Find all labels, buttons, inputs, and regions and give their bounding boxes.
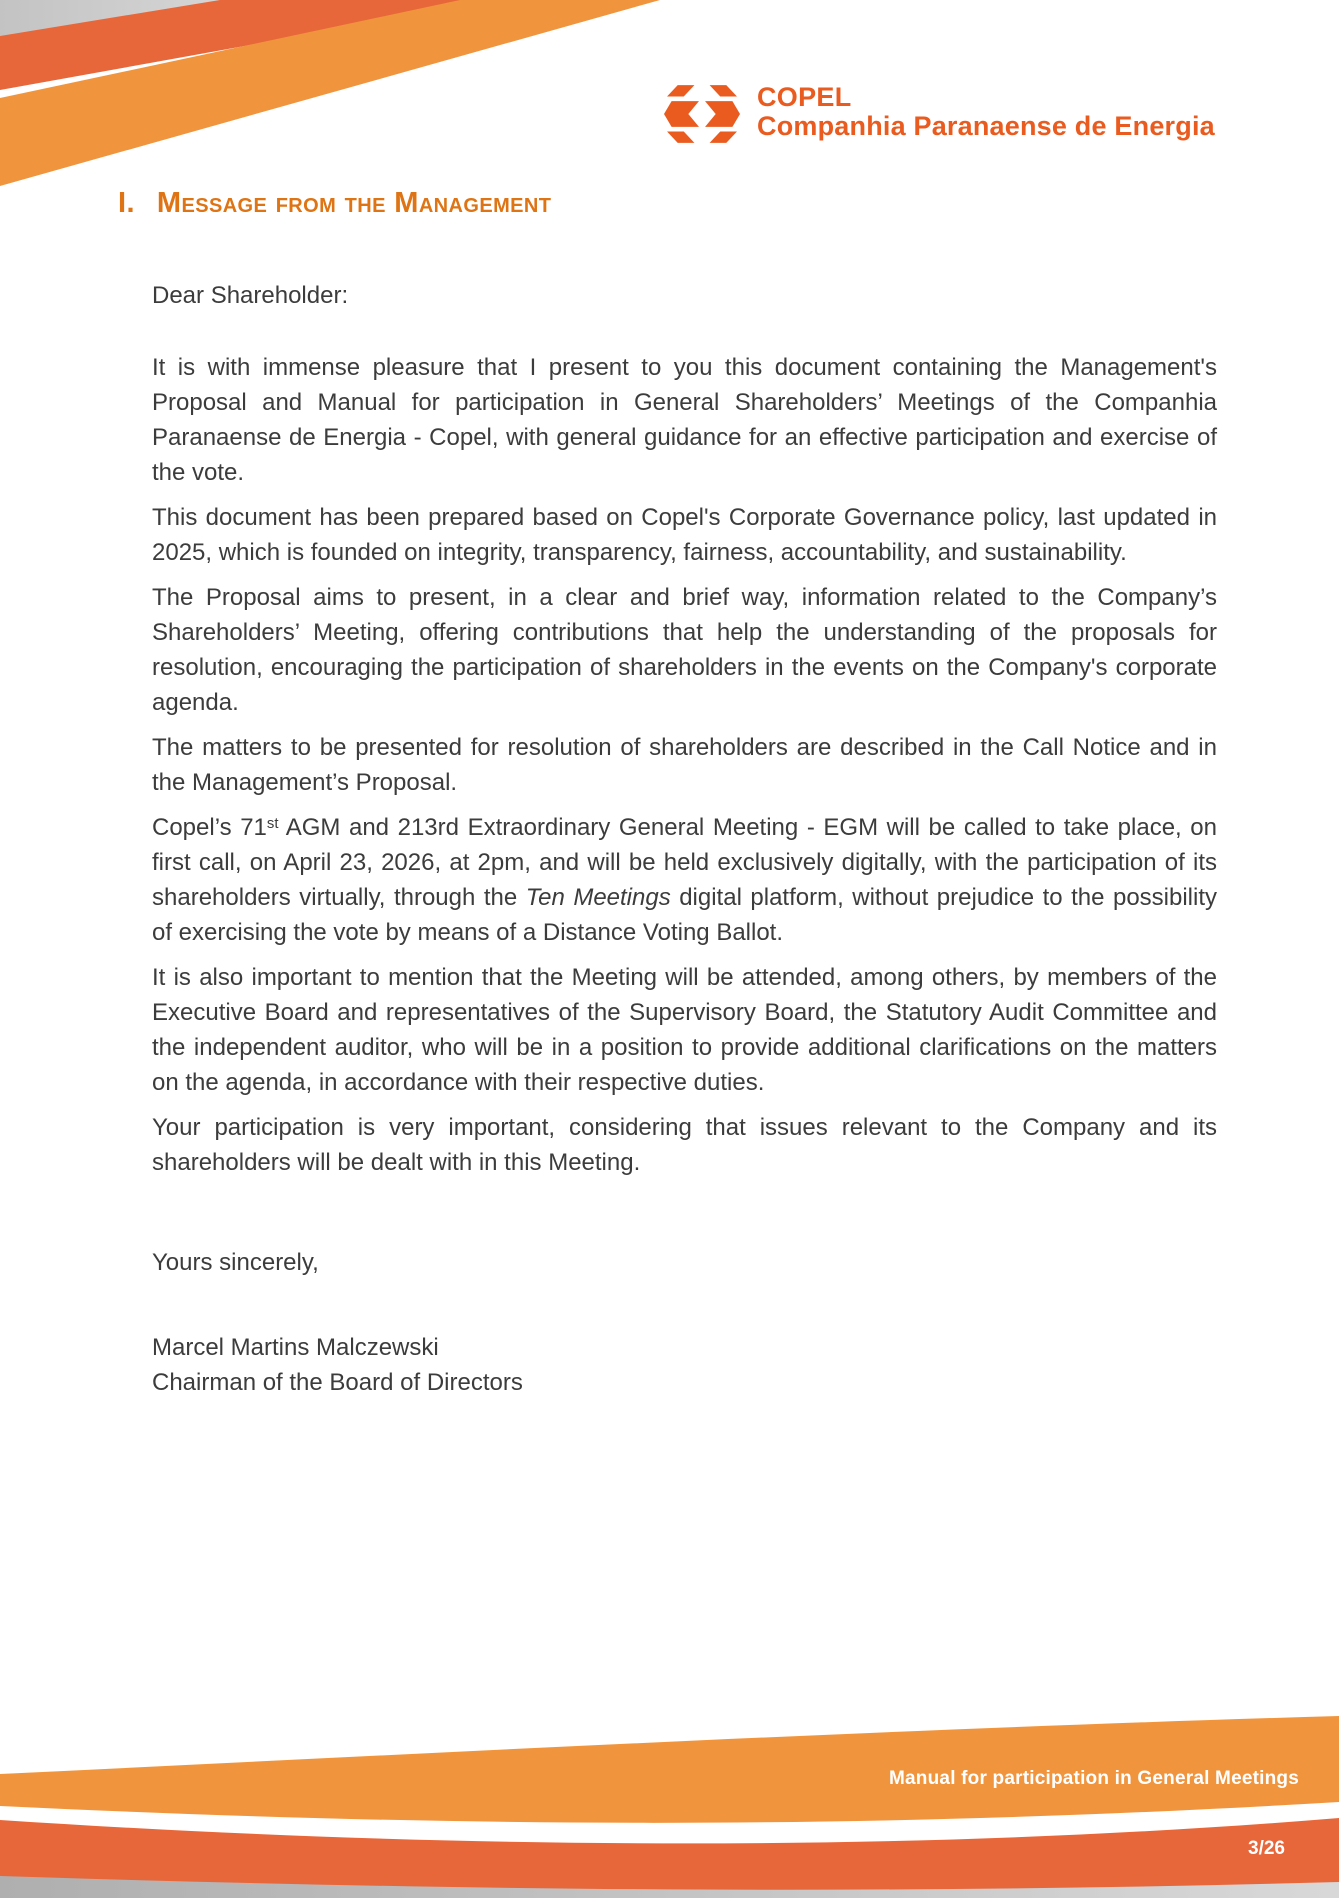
letter-paragraph: The Proposal aims to present, in a clear and brief way, information related to the Company’s Shareholders’ Meeting, offering contributions that help the understanding of the proposals for resolution, encouraging the participation of shareholders in the events on the Company's corporate agenda.: [152, 584, 1217, 716]
letter-body: [152, 350, 1217, 1180]
letter-content: [118, 0, 1218, 1400]
signature-title: Chairman of the Board of Directors: [152, 1369, 523, 1396]
letter-paragraph: The matters to be presented for resolution of shareholders are described in the Call Notice and in the Management’s Proposal.: [152, 734, 1217, 796]
signature-name: Marcel Martins Malczewski: [152, 1334, 439, 1361]
letter-paragraph: This document has been prepared based on Copel's Corporate Governance policy, last updated in 2025, which is founded on integrity, transparency, fairness, accountability, and sustainability.: [152, 504, 1217, 566]
brand-name: COPEL: [757, 82, 852, 112]
footer: [0, 1678, 1339, 1898]
footer-dark-orange-band: [0, 1818, 1339, 1890]
letter-paragraph: Your participation is very important, considering that issues relevant to the Company and its shareholders will be dealt with in this Meeting.: [152, 1114, 1217, 1176]
footer-label: Manual for participation in General Meetings: [889, 1768, 1299, 1789]
section-title: Message from the Management: [156, 187, 552, 219]
closing: Yours sincerely,: [152, 1249, 319, 1276]
brand-subtitle: Companhia Paranaense de Energia: [757, 111, 1215, 141]
letter-paragraph: It is also important to mention that the Meeting will be attended, among others, by members of the Executive Board and representatives of the Supervisory Board, the Statutory Audit Committee and the independent auditor, who will be in a position to provide additional clarifications on the matters on the agenda, in accordance with their respective duties.: [152, 964, 1217, 1096]
letter-paragraph: It is with immense pleasure that I present to you this document containing the Management's Proposal and Manual for participation in General Shareholders’ Meetings of the Companhia Paranaense de Energia - Copel, with general guidance for an effective participation and exercise of the vote.: [152, 354, 1217, 486]
section-heading: [118, 185, 1217, 221]
salutation: Dear Shareholder:: [152, 282, 349, 309]
letter-paragraph: Copel’s 71st AGM and 213rd Extraordinary General Meeting - EGM will be called to take place, on first call, on April 23, 2026, at 2pm, and will be held exclusively digitally, with the participation of its shareholders virtually, through the Ten Meetings digital platform, without prejudice to the possibility of exercising the vote by means of a Distance Voting Ballot.: [152, 814, 1218, 946]
page-number: 3/26: [1248, 1838, 1285, 1859]
section-numeral: I.: [118, 187, 135, 219]
